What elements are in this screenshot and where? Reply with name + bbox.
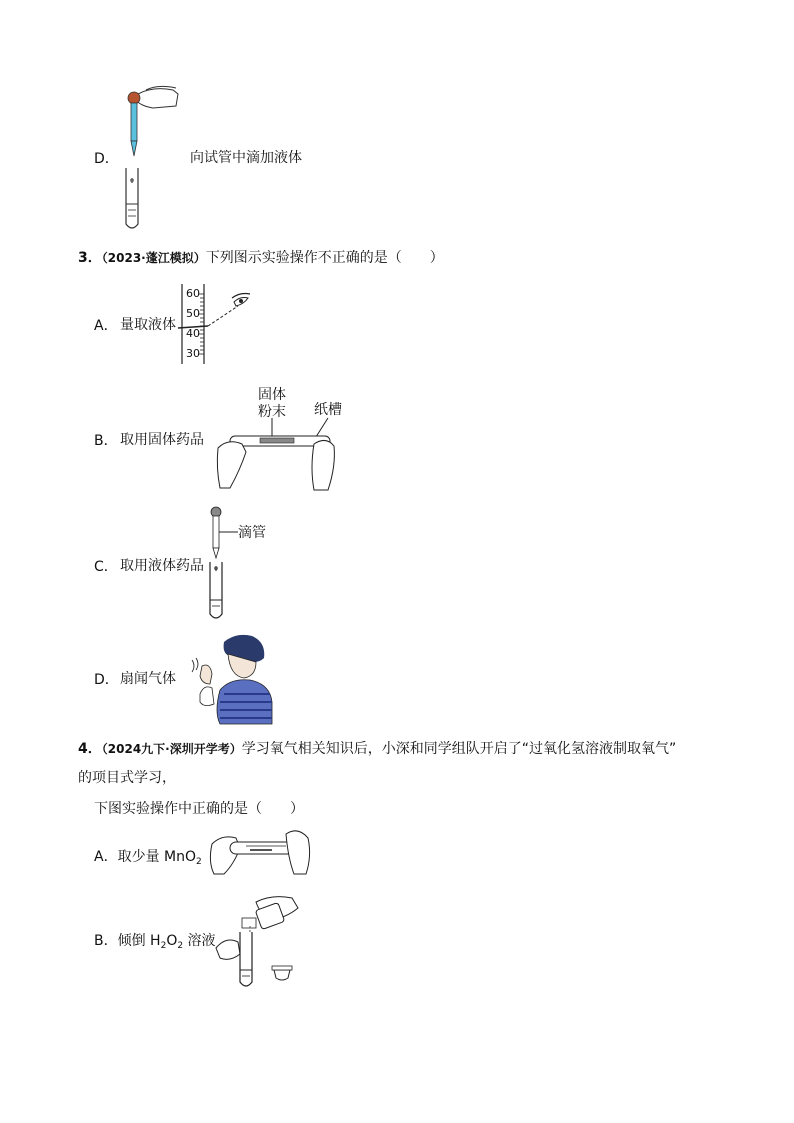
q3-option-c-letter: C．: [94, 559, 118, 575]
tick-60: 60: [186, 287, 200, 300]
q3-option-c-text: 取用液体药品: [120, 558, 204, 574]
label-paper-trough: 纸槽: [314, 402, 342, 418]
q3-option-b-text: 取用固体药品: [120, 432, 204, 448]
q2-option-d-letter: D．: [94, 151, 119, 167]
q4-option-b-mid: O: [166, 933, 178, 949]
q4-option-a-sub: 2: [196, 857, 202, 867]
paper-trough-illustration: [210, 418, 340, 494]
q4-number: 4．: [78, 741, 102, 757]
q4-source: 2024九下·深圳开学考: [107, 742, 230, 756]
tick-30: 30: [186, 347, 200, 360]
pour-solution-illustration: [212, 892, 312, 988]
q4-stem-2: 的项目式学习，: [78, 770, 176, 786]
dropper-hand-illustration: [118, 84, 188, 164]
q2-option-d-text: 向试管中滴加液体: [190, 150, 302, 166]
mno2-trough-illustration: [206, 826, 316, 878]
test-tube-illustration: [124, 166, 144, 234]
q4-option-b-text-pre: 倾倒 H: [117, 933, 161, 949]
tick-50: 50: [186, 307, 200, 320]
q3-stem: 下列图示实验操作不正确的是（ ）: [205, 250, 444, 266]
label-solid-powder-1: 固体: [258, 387, 286, 403]
tick-40: 40: [186, 327, 200, 340]
q3-option-a-letter: A．: [94, 318, 118, 334]
boy-wafting-illustration: [190, 632, 274, 726]
q4-option-b-text-post: 溶液: [183, 933, 216, 949]
q3-title: 3．（2023·蓬江模拟）下列图示实验操作不正确的是（ ）: [78, 250, 444, 266]
q4-stem-1: 学习氧气相关知识后，小深和同学组队开启了“过氧化氢溶液制取氧气”: [241, 741, 677, 757]
label-solid-powder-2: 粉末: [258, 404, 286, 420]
q3-option-a-text: 量取液体: [120, 317, 176, 333]
dropper-tube-illustration: [206, 504, 246, 624]
q3-option-b-letter: B．: [94, 433, 118, 449]
q4-option-a-letter: A．: [94, 849, 118, 865]
q3-option-d-letter: D．: [94, 672, 119, 688]
q4-stem-3: 下图实验操作中正确的是（ ）: [94, 801, 304, 817]
q3-source: 2023·蓬江模拟: [107, 251, 194, 265]
label-dropper: 滴管: [238, 525, 266, 541]
q4-option-b-sub2: 2: [177, 941, 184, 951]
q4-title: 4．（2024九下·深圳开学考）学习氧气相关知识后，小深和同学组队开启了“过氧化氢溶液制取氧气”: [78, 741, 677, 757]
q4-option-a: [94, 848, 202, 871]
q4-option-b-sub1: 2: [160, 941, 167, 951]
q3-number: 3．: [78, 250, 102, 266]
q4-option-b-letter: B．: [94, 933, 118, 949]
q4-option-b: [94, 932, 216, 955]
q3-option-d-text: 扇闻气体: [120, 671, 176, 687]
q4-option-a-text: 取少量 MnO: [117, 849, 196, 865]
